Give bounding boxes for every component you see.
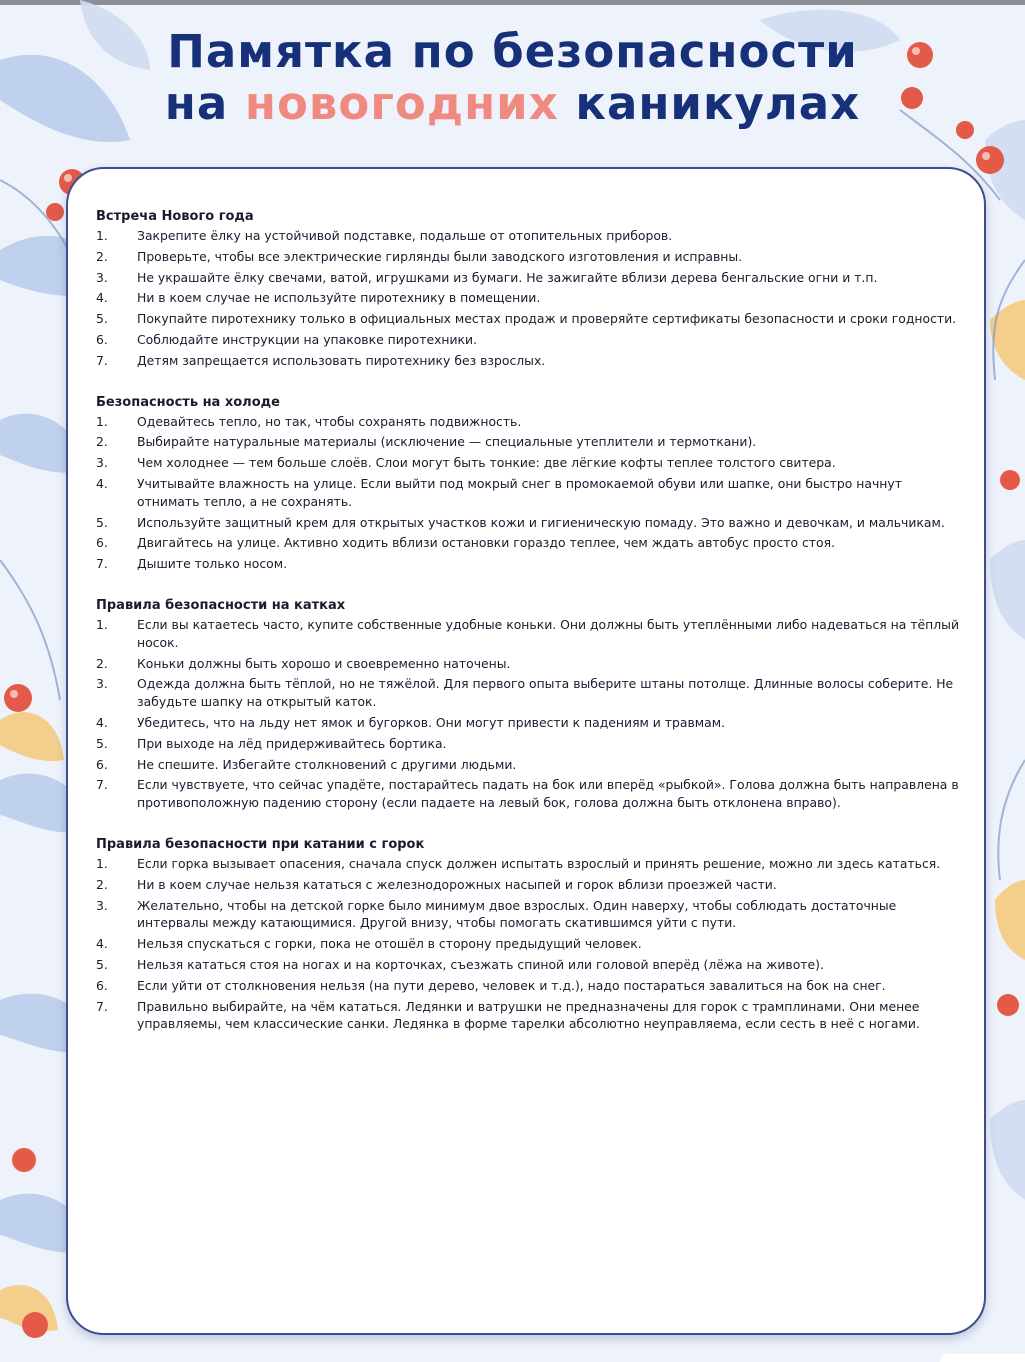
- list-item: [96, 675, 964, 711]
- item-text: Желательно, чтобы на детской горке было минимум двое взрослых. Один наверху, чтобы соблюдать достаточные интервалы между катающимися. Другой внизу, чтобы помогать скатившимся уйти с пути.: [137, 897, 897, 931]
- item-number: 4.: [96, 714, 108, 730]
- item-text: Нельзя спускаться с горки, пока не отошёл в сторону предыдущий человек.: [137, 936, 642, 952]
- list-item: [96, 555, 964, 573]
- section-title: Безопасность на холоде: [96, 394, 280, 410]
- rule-list: [96, 413, 964, 573]
- rule-list: [96, 855, 964, 1033]
- item-text: Нельзя кататься стоя на ногах и на корточках, съезжать спиной или головой вперёд (лёжа на животе).: [137, 956, 824, 972]
- list-item: [96, 289, 964, 307]
- item-number: 3.: [96, 897, 108, 913]
- list-item: [96, 269, 964, 287]
- list-item: [96, 413, 964, 431]
- list-item: [96, 714, 964, 732]
- list-item: [96, 514, 964, 532]
- item-number: 6.: [96, 535, 108, 551]
- list-item: [96, 331, 964, 349]
- item-text: Не спешите. Избегайте столкновений с другими людьми.: [137, 756, 517, 772]
- rule-list: [96, 616, 964, 812]
- item-number: 5.: [96, 311, 108, 327]
- item-number: 2.: [96, 248, 108, 264]
- item-text: Дышите только носом.: [137, 556, 288, 572]
- item-text: Соблюдайте инструкции на упаковке пиротехники.: [137, 331, 478, 347]
- item-text: Одежда должна быть тёплой, но не тяжёлой. Для первого опыта выберите штаны потолще. Длинные волосы соберите. Не забудьте шапку на открытый каток.: [137, 676, 954, 710]
- list-item: [96, 756, 964, 774]
- item-number: 4.: [96, 475, 108, 491]
- home-indicator: [940, 1354, 1025, 1362]
- title-accent-word: новогодних: [244, 77, 559, 130]
- item-number: 3.: [96, 269, 108, 285]
- item-text: Проверьте, чтобы все электрические гирлянды были заводского изготовления и исправны.: [137, 248, 743, 264]
- item-number: 7.: [96, 998, 108, 1014]
- item-number: 7.: [96, 352, 108, 368]
- list-item: [96, 310, 964, 328]
- item-number: 5.: [96, 956, 108, 972]
- item-text: Убедитесь, что на льду нет ямок и бугорков. Они могут привести к падениям и травмам.: [137, 714, 726, 730]
- item-number: 5.: [96, 514, 108, 530]
- section-ice-rink: [96, 596, 964, 812]
- item-number: 6.: [96, 331, 108, 347]
- item-number: 3.: [96, 676, 108, 692]
- item-number: 3.: [96, 455, 108, 471]
- item-text: Не украшайте ёлку свечами, ватой, игрушками из бумаги. Не зажигайте вблизи дерева бенгальские огни и т.п.: [137, 269, 878, 285]
- item-text: Одевайтесь тепло, но так, чтобы сохранять подвижность.: [137, 413, 522, 429]
- list-item: [96, 735, 964, 753]
- item-number: 1.: [96, 855, 108, 871]
- item-text: Ни в коем случае нельзя кататься с железнодорожных насыпей и горок вблизи проезжей части.: [137, 876, 777, 892]
- list-item: [96, 227, 964, 245]
- list-item: [96, 855, 964, 873]
- section-title: Встреча Нового года: [96, 209, 254, 224]
- item-number: 6.: [96, 977, 108, 993]
- list-item: [96, 352, 964, 370]
- item-number: 2.: [96, 655, 108, 671]
- list-item: [96, 897, 964, 933]
- item-number: 2.: [96, 434, 108, 450]
- item-number: 1.: [96, 616, 108, 632]
- item-text: Если уйти от столкновения нельзя (на пути дерево, человек и т.д.), надо постараться завалиться на бок на снег.: [137, 977, 886, 993]
- item-text: Коньки должны быть хорошо и своевременно наточены.: [137, 655, 511, 671]
- list-item: [96, 935, 964, 953]
- list-item: [96, 475, 964, 511]
- item-text: Учитывайте влажность на улице. Если выйти под мокрый снег в промокаемой обуви или шапке, они быстро начнут отнимать тепло, а не сохранять.: [137, 475, 902, 509]
- item-number: 7.: [96, 556, 108, 572]
- page-title: [0, 26, 1025, 130]
- item-text: Двигайтесь на улице. Активно ходить вблизи остановки гораздо теплее, чем ждать автобус просто стоя.: [137, 535, 836, 551]
- section-new-year: [96, 207, 964, 370]
- item-text: Если вы катаетесь часто, купите собственные удобные коньки. Они должны быть утеплёнными либо надеваться на тёплый носок.: [137, 616, 960, 650]
- list-item: [96, 998, 964, 1034]
- memo-content: [96, 207, 964, 1056]
- item-number: 7.: [96, 777, 108, 793]
- item-number: 2.: [96, 876, 108, 892]
- item-text: Закрепите ёлку на устойчивой подставке, подальше от отопительных приборов.: [137, 228, 673, 243]
- item-text: При выходе на лёд придерживайтесь бортика.: [137, 735, 447, 751]
- list-item: [96, 534, 964, 552]
- item-text: Чем холоднее — тем больше слоёв. Слои могут быть тонкие: две лёгкие кофты теплее толстого свитера.: [137, 455, 836, 471]
- list-item: [96, 655, 964, 673]
- title-line-1: Памятка по безопасности: [167, 25, 858, 78]
- item-text: Используйте защитный крем для открытых участков кожи и гигиеническую помаду. Это важно и девочкам, и мальчикам.: [137, 514, 945, 530]
- list-item: [96, 454, 964, 472]
- section-title: Правила безопасности при катании с горок: [96, 836, 425, 852]
- section-cold-safety: [96, 393, 964, 573]
- list-item: [96, 956, 964, 974]
- list-item: [96, 433, 964, 451]
- title-line-2: [0, 78, 1025, 130]
- section-title: Правила безопасности на катках: [96, 597, 346, 613]
- section-sledding: [96, 835, 964, 1033]
- title-line-2-prefix: на: [164, 77, 245, 130]
- item-text: Правильно выбирайте, на чём кататься. Ледянки и ватрушки не предназначены для горок с трамплинами. Они менее управляемы, чем классические санки. Ледянка в форме тарелки абсолютно неуправляема, если сесть в неё с ногами.: [137, 998, 920, 1032]
- item-number: 1.: [96, 413, 108, 429]
- item-number: 4.: [96, 936, 108, 952]
- list-item: [96, 776, 964, 812]
- item-number: 4.: [96, 290, 108, 306]
- item-text: Ни в коем случае не используйте пиротехнику в помещении.: [137, 290, 541, 306]
- title-line-2-suffix: каникулах: [558, 77, 861, 130]
- item-text: Покупайте пиротехнику только в официальных местах продаж и проверяйте сертификаты безопасности и сроки годности.: [137, 311, 957, 327]
- memo-card: [66, 167, 986, 1335]
- item-number: 5.: [96, 735, 108, 751]
- list-item: [96, 248, 964, 266]
- item-text: Если чувствуете, что сейчас упадёте, постарайтесь падать на бок или вперёд «рыбкой». Голова должна быть направлена в противоположную падению сторону (если падаете на левый бок, голова должна быть отклонена вправо).: [137, 777, 959, 811]
- item-text: Выбирайте натуральные материалы (исключение — специальные утеплители и термоткани).: [137, 434, 757, 450]
- list-item: [96, 876, 964, 894]
- list-item: [96, 977, 964, 995]
- list-item: [96, 616, 964, 652]
- item-number: 1.: [96, 228, 108, 243]
- item-text: Детям запрещается использовать пиротехнику без взрослых.: [137, 352, 546, 368]
- item-number: 6.: [96, 756, 108, 772]
- rule-list: [96, 227, 964, 370]
- item-text: Если горка вызывает опасения, сначала спуск должен испытать взрослый и принять решение, можно ли здесь кататься.: [137, 855, 941, 871]
